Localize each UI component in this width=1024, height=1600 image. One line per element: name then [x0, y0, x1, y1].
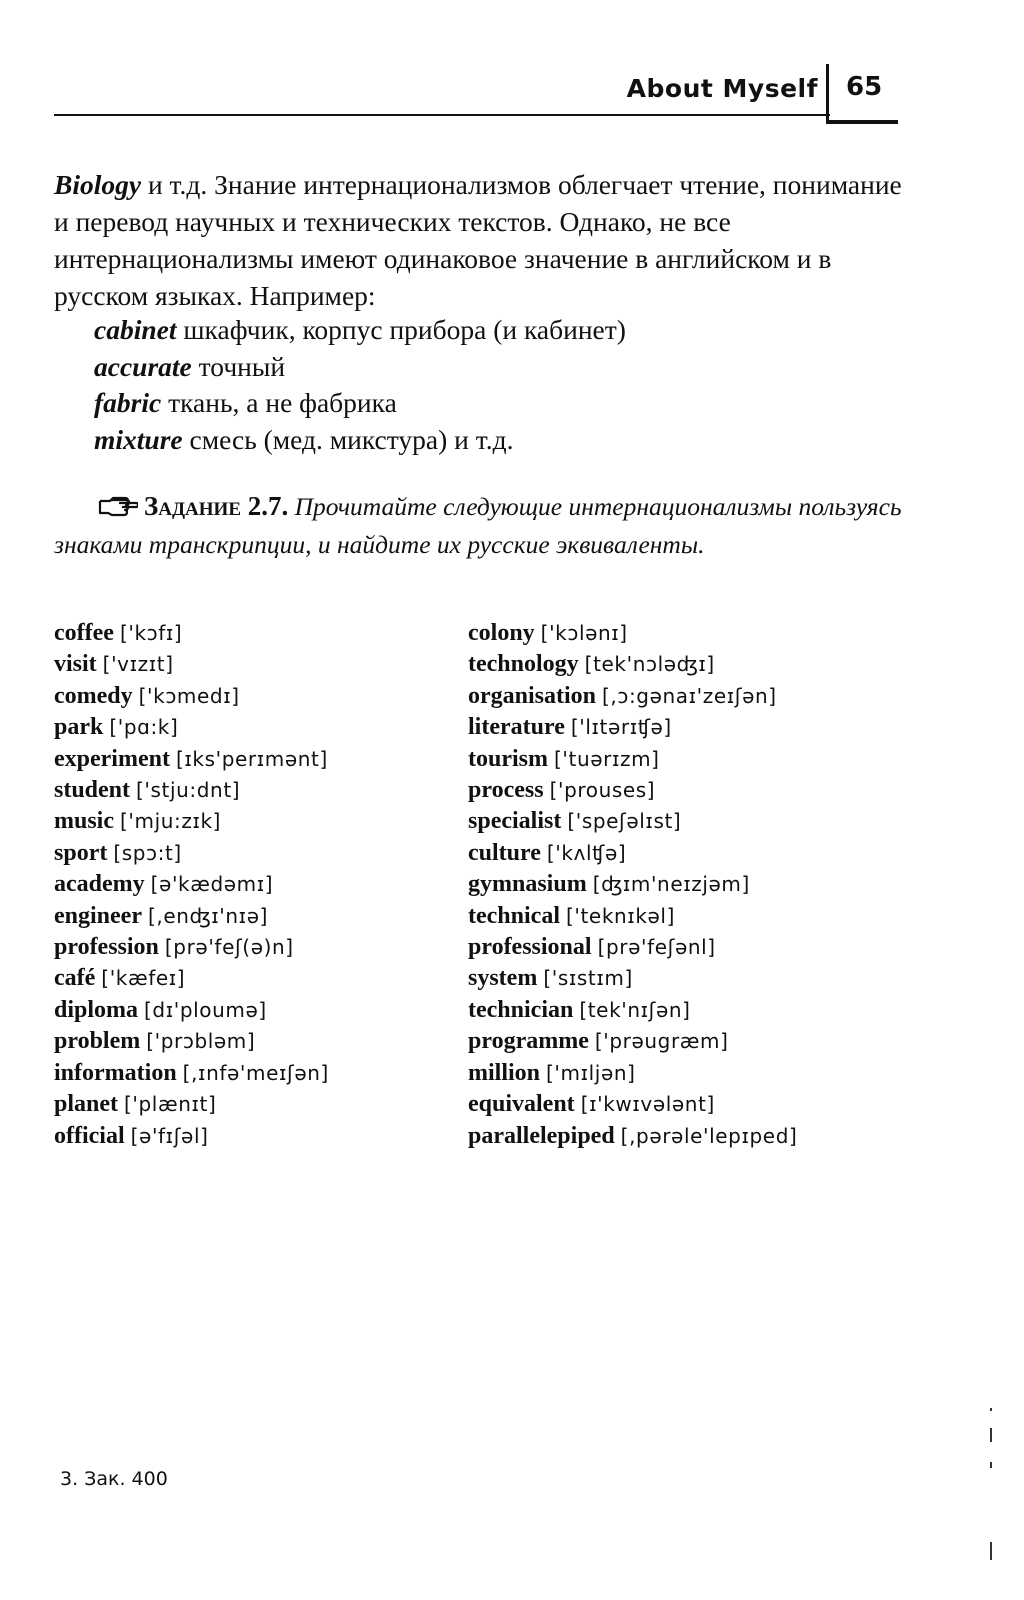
word-row: [468, 1089, 797, 1120]
word: system: [468, 965, 538, 992]
transcription: [tek'nɔləʤɪ]: [584, 652, 715, 677]
printer-signature: 3. Зак. 400: [60, 1468, 168, 1490]
word-row: [468, 681, 797, 712]
word-list-right: [468, 618, 797, 1152]
word-row: [54, 712, 329, 743]
transcription: ['stju:dnt]: [136, 778, 241, 803]
word: music: [54, 808, 114, 835]
word-row: [54, 838, 329, 869]
transcription: ['speʃəlɪst]: [567, 809, 682, 834]
word-row: [468, 744, 797, 775]
transcription: [tek'nɪʃən]: [579, 997, 691, 1022]
word-row: [468, 712, 797, 743]
scan-edge-mark: [990, 1428, 992, 1442]
word-row: [54, 1026, 329, 1057]
word: planet: [54, 1091, 119, 1118]
word-row: [54, 932, 329, 963]
word: profession: [54, 934, 159, 961]
word: visit: [54, 651, 97, 678]
word-row: [54, 869, 329, 900]
transcription: ['prouses]: [549, 778, 656, 803]
scan-edge-mark: [990, 1408, 992, 1411]
word: organisation: [468, 682, 597, 709]
transcription: ['prəugræm]: [594, 1029, 729, 1054]
example-meaning: смесь (мед. микстура) и т.д.: [189, 423, 514, 455]
example-term: cabinet: [94, 314, 177, 345]
word: café: [54, 965, 96, 992]
example-row: [94, 312, 626, 349]
example-meaning: ткань, а не фабрика: [168, 387, 397, 418]
word: specialist: [468, 808, 562, 835]
word-row: [54, 775, 329, 806]
transcription: ['kɔlənɪ]: [540, 621, 628, 645]
word-row: [468, 618, 797, 649]
word: gymnasium: [468, 871, 587, 898]
header-rule: [54, 114, 830, 116]
word-row: [468, 1121, 797, 1152]
task-instructions: Прочитайте следующие интернационализмы пользуясь знаками транскрипции, и найдите их русские эквиваленты.: [54, 492, 902, 559]
word: official: [54, 1122, 125, 1149]
task-block: [54, 487, 902, 564]
word-row: [54, 1089, 329, 1120]
running-header-title: About Myself: [626, 74, 818, 103]
transcription: ['lɪtərɪʧə]: [570, 715, 672, 740]
word-row: [468, 869, 797, 900]
header-vertical-rule: [826, 64, 829, 124]
example-term: mixture: [94, 423, 183, 455]
word-row: [54, 806, 329, 837]
word-row: [468, 775, 797, 806]
word-row: [468, 1026, 797, 1057]
intro-text: и т.д. Знание интернационализмов облегчает чтение, понимание и перевод научных и технических текстов. Однако, не все интернационализмы имеют одинаковое значение в английском и в русском языках. Например:: [54, 169, 902, 311]
word: engineer: [54, 902, 142, 929]
word-list-left: [54, 618, 329, 1152]
word-row: [54, 681, 329, 712]
example-row: [94, 349, 626, 386]
transcription: [,enʤɪ'nɪə]: [147, 903, 269, 928]
transcription: ['kæfeɪ]: [101, 966, 186, 991]
example-term: fabric: [94, 387, 162, 418]
example-meaning: шкафчик, корпус прибора (и кабинет): [183, 314, 626, 345]
word: technical: [468, 902, 560, 929]
example-row: [94, 385, 626, 422]
example-meaning: точный: [198, 350, 286, 382]
word: park: [54, 714, 104, 741]
word-row: [54, 649, 329, 680]
word: colony: [468, 620, 535, 646]
transcription: [,ɔ:gənaɪ'zeɪʃən]: [602, 683, 777, 708]
intro-paragraph: [54, 166, 902, 314]
scan-edge-mark: [990, 1462, 992, 1468]
transcription: ['teknɪkəl]: [565, 903, 675, 928]
transcription: [ə'fɪʃəl]: [130, 1123, 209, 1148]
word-row: [468, 649, 797, 680]
word: coffee: [54, 620, 114, 646]
word-row: [468, 932, 797, 963]
word: literature: [468, 714, 565, 741]
transcription: [ʤɪm'neɪzjəm]: [592, 872, 750, 897]
scan-edge-mark: [990, 1542, 992, 1560]
page-number: 65: [846, 72, 883, 102]
transcription: ['mju:zɪk]: [120, 809, 222, 834]
word: million: [468, 1059, 541, 1086]
word-row: [468, 963, 797, 994]
transcription: [ɪ'kwɪvələnt]: [580, 1092, 715, 1117]
transcription: ['sɪstɪm]: [543, 966, 633, 991]
word: programme: [468, 1028, 589, 1055]
word: technology: [468, 651, 579, 678]
word-row: [54, 995, 329, 1026]
transcription: ['prɔbləm]: [146, 1029, 256, 1054]
word: equivalent: [468, 1091, 575, 1118]
word-row: [54, 1121, 329, 1152]
word-row: [54, 1058, 329, 1089]
transcription: [dɪ'ploumə]: [144, 997, 267, 1022]
word: problem: [54, 1028, 141, 1055]
word: diploma: [54, 996, 139, 1023]
word-row: [54, 901, 329, 932]
task-label: Задание 2.7.: [144, 491, 289, 521]
word-row: [468, 901, 797, 932]
word-row: [468, 838, 797, 869]
word-row: [468, 995, 797, 1026]
transcription: [ə'kædəmɪ]: [150, 872, 274, 897]
transcription: [,ɪnfə'meɪʃən]: [182, 1060, 329, 1085]
transcription: [,pərəle'lepɪped]: [620, 1123, 798, 1148]
transcription: ['kɔfɪ]: [119, 621, 183, 645]
word: culture: [468, 839, 541, 866]
transcription: ['plænɪt]: [124, 1092, 217, 1117]
word: tourism: [468, 745, 548, 772]
word: process: [468, 777, 544, 804]
example-row: [94, 422, 626, 459]
transcription: [prə'feʃ(ə)n]: [164, 935, 294, 960]
word: parallelepiped: [468, 1122, 615, 1149]
transcription: [spɔ:t]: [113, 840, 182, 865]
pointing-hand-icon: [98, 495, 138, 517]
transcription: ['mɪljən]: [546, 1060, 636, 1085]
word: sport: [54, 839, 108, 866]
word: technician: [468, 996, 574, 1023]
transcription: ['kʌlʧə]: [546, 840, 627, 865]
word-row: [468, 1058, 797, 1089]
word-row: [54, 963, 329, 994]
transcription: [prə'feʃənl]: [597, 935, 716, 960]
word-row: [54, 744, 329, 775]
word: comedy: [54, 682, 133, 709]
word: information: [54, 1059, 177, 1086]
word: student: [54, 777, 131, 804]
word: academy: [54, 871, 145, 898]
example-term: accurate: [94, 350, 192, 382]
transcription: [ɪks'perɪmənt]: [175, 746, 328, 771]
transcription: ['vɪzɪt]: [102, 652, 174, 677]
transcription: ['tuərɪzm]: [554, 746, 660, 771]
transcription: ['kɔmedɪ]: [138, 683, 240, 708]
word: experiment: [54, 745, 170, 772]
word-row: [468, 806, 797, 837]
transcription: ['pɑ:k]: [109, 715, 179, 740]
word-row: [54, 618, 329, 649]
example-list: [94, 312, 626, 458]
intro-lead-word: Biology: [54, 169, 142, 200]
header-page-rule: [826, 120, 898, 124]
word: professional: [468, 934, 592, 961]
